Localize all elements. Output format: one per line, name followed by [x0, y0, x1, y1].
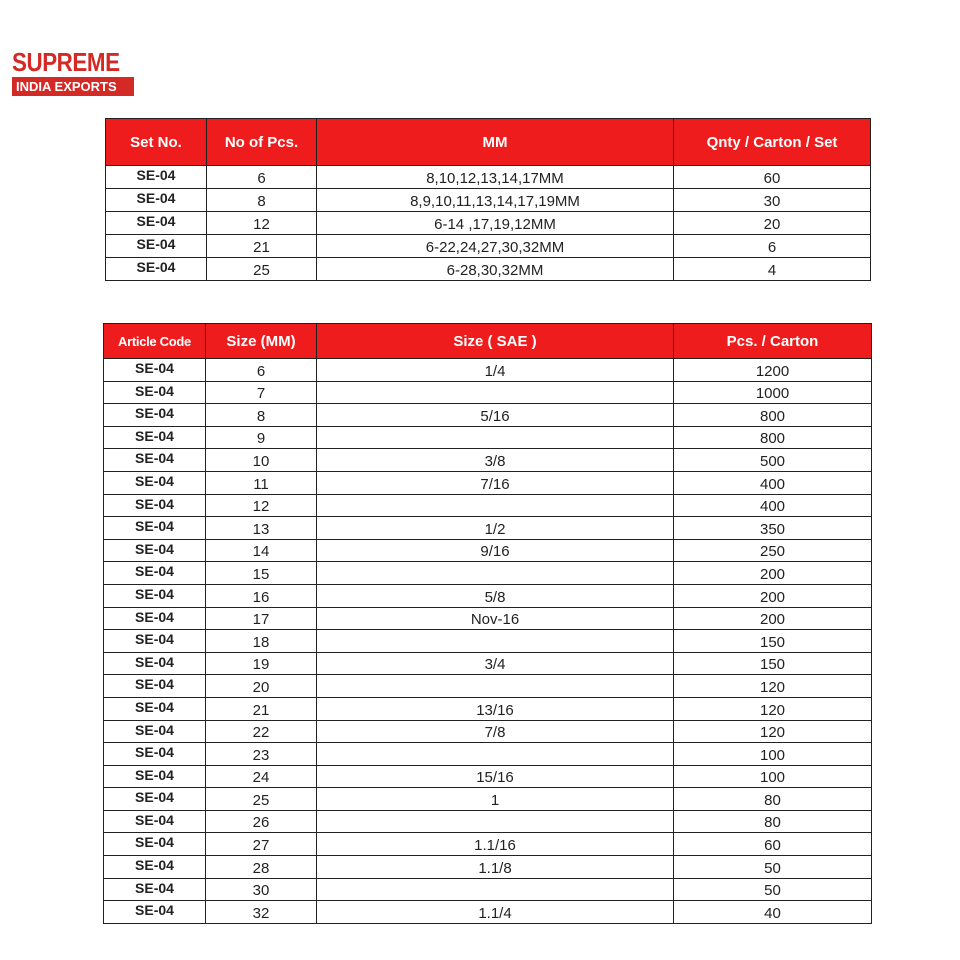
qnty-cell: 30	[674, 189, 871, 212]
header-size-mm: Size (MM)	[206, 324, 317, 359]
article-code-cell: SE-04	[104, 878, 206, 901]
set-no-cell: SE-04	[106, 166, 207, 189]
size-mm-cell: 14	[206, 539, 317, 562]
pcs-carton-cell: 200	[674, 562, 872, 585]
pcs-carton-cell: 1200	[674, 359, 872, 382]
size-sae-cell	[317, 675, 674, 698]
pcs-carton-cell: 40	[674, 901, 872, 924]
pcs-carton-cell: 50	[674, 856, 872, 879]
size-mm-cell: 17	[206, 607, 317, 630]
article-code-cell: SE-04	[104, 449, 206, 472]
table-row	[104, 359, 872, 382]
pcs-carton-cell: 100	[674, 765, 872, 788]
article-code-cell: SE-04	[104, 810, 206, 833]
sets-table-header	[106, 119, 871, 166]
table-row	[104, 720, 872, 743]
size-sae-cell: 1/2	[317, 517, 674, 540]
size-sae-cell	[317, 381, 674, 404]
table-row	[104, 404, 872, 427]
no-of-pcs-cell: 25	[207, 258, 317, 281]
size-sae-cell: 5/8	[317, 584, 674, 607]
size-mm-cell: 21	[206, 697, 317, 720]
qnty-cell: 6	[674, 235, 871, 258]
logo-title: SUPREME	[12, 47, 120, 77]
table-row	[104, 652, 872, 675]
size-sae-cell	[317, 562, 674, 585]
table-row	[104, 788, 872, 811]
pcs-carton-cell: 800	[674, 404, 872, 427]
size-mm-cell: 28	[206, 856, 317, 879]
size-mm-cell: 32	[206, 901, 317, 924]
logo-subtitle: INDIA EXPORTS	[12, 77, 134, 96]
set-no-cell: SE-04	[106, 235, 207, 258]
pcs-carton-cell: 800	[674, 426, 872, 449]
table-row	[106, 166, 871, 189]
articles-table-header	[104, 324, 872, 359]
table-row	[104, 607, 872, 630]
table-row	[106, 235, 871, 258]
size-mm-cell: 24	[206, 765, 317, 788]
article-code-cell: SE-04	[104, 359, 206, 382]
no-of-pcs-cell: 21	[207, 235, 317, 258]
size-sae-cell: 15/16	[317, 765, 674, 788]
size-sae-cell: 1	[317, 788, 674, 811]
table-row	[104, 562, 872, 585]
header-pcs-carton: Pcs. / Carton	[674, 324, 872, 359]
size-sae-cell: 7/16	[317, 471, 674, 494]
size-sae-cell	[317, 878, 674, 901]
table-row	[104, 517, 872, 540]
size-sae-cell: 1.1/4	[317, 901, 674, 924]
table-row	[104, 449, 872, 472]
size-sae-cell	[317, 630, 674, 653]
article-code-cell: SE-04	[104, 743, 206, 766]
size-sae-cell: 1.1/8	[317, 856, 674, 879]
qnty-cell: 60	[674, 166, 871, 189]
table-row	[104, 426, 872, 449]
mm-cell: 8,10,12,13,14,17MM	[317, 166, 674, 189]
size-sae-cell: 13/16	[317, 697, 674, 720]
size-mm-cell: 10	[206, 449, 317, 472]
size-mm-cell: 26	[206, 810, 317, 833]
pcs-carton-cell: 500	[674, 449, 872, 472]
pcs-carton-cell: 120	[674, 720, 872, 743]
size-sae-cell	[317, 494, 674, 517]
size-mm-cell: 12	[206, 494, 317, 517]
pcs-carton-cell: 150	[674, 630, 872, 653]
pcs-carton-cell: 50	[674, 878, 872, 901]
article-code-cell: SE-04	[104, 720, 206, 743]
table-row	[104, 878, 872, 901]
size-sae-cell	[317, 810, 674, 833]
table-row	[106, 258, 871, 281]
article-code-cell: SE-04	[104, 584, 206, 607]
article-code-cell: SE-04	[104, 697, 206, 720]
size-mm-cell: 8	[206, 404, 317, 427]
pcs-carton-cell: 200	[674, 607, 872, 630]
article-code-cell: SE-04	[104, 901, 206, 924]
pcs-carton-cell: 1000	[674, 381, 872, 404]
table-row	[104, 675, 872, 698]
pcs-carton-cell: 350	[674, 517, 872, 540]
size-sae-cell: 1.1/16	[317, 833, 674, 856]
mm-cell: 6-28,30,32MM	[317, 258, 674, 281]
size-sae-cell	[317, 743, 674, 766]
size-sae-cell: Nov-16	[317, 607, 674, 630]
size-mm-cell: 20	[206, 675, 317, 698]
pcs-carton-cell: 120	[674, 675, 872, 698]
set-no-cell: SE-04	[106, 212, 207, 235]
table-row	[106, 212, 871, 235]
size-mm-cell: 15	[206, 562, 317, 585]
table-row	[104, 630, 872, 653]
pcs-carton-cell: 400	[674, 471, 872, 494]
articles-table	[103, 323, 872, 924]
size-sae-cell: 3/8	[317, 449, 674, 472]
article-code-cell: SE-04	[104, 607, 206, 630]
article-code-cell: SE-04	[104, 381, 206, 404]
qnty-cell: 20	[674, 212, 871, 235]
size-mm-cell: 22	[206, 720, 317, 743]
pcs-carton-cell: 60	[674, 833, 872, 856]
article-code-cell: SE-04	[104, 856, 206, 879]
article-code-cell: SE-04	[104, 471, 206, 494]
size-sae-cell: 9/16	[317, 539, 674, 562]
pcs-carton-cell: 80	[674, 788, 872, 811]
article-code-cell: SE-04	[104, 404, 206, 427]
size-mm-cell: 16	[206, 584, 317, 607]
size-mm-cell: 9	[206, 426, 317, 449]
pcs-carton-cell: 100	[674, 743, 872, 766]
size-sae-cell: 5/16	[317, 404, 674, 427]
header-set-no: Set No.	[106, 119, 207, 166]
table-row	[104, 381, 872, 404]
article-code-cell: SE-04	[104, 788, 206, 811]
pcs-carton-cell: 250	[674, 539, 872, 562]
size-mm-cell: 23	[206, 743, 317, 766]
article-code-cell: SE-04	[104, 562, 206, 585]
mm-cell: 6-22,24,27,30,32MM	[317, 235, 674, 258]
table-row	[104, 856, 872, 879]
mm-cell: 8,9,10,11,13,14,17,19MM	[317, 189, 674, 212]
size-sae-cell: 1/4	[317, 359, 674, 382]
article-code-cell: SE-04	[104, 494, 206, 517]
table-row	[104, 494, 872, 517]
table-row	[104, 743, 872, 766]
article-code-cell: SE-04	[104, 833, 206, 856]
table-row	[104, 584, 872, 607]
article-code-cell: SE-04	[104, 675, 206, 698]
header-no-of-pcs: No of Pcs.	[207, 119, 317, 166]
size-mm-cell: 13	[206, 517, 317, 540]
set-no-cell: SE-04	[106, 189, 207, 212]
size-mm-cell: 30	[206, 878, 317, 901]
company-logo	[12, 48, 134, 96]
size-mm-cell: 11	[206, 471, 317, 494]
no-of-pcs-cell: 6	[207, 166, 317, 189]
pcs-carton-cell: 120	[674, 697, 872, 720]
article-code-cell: SE-04	[104, 539, 206, 562]
mm-cell: 6-14 ,17,19,12MM	[317, 212, 674, 235]
table-row	[104, 810, 872, 833]
size-mm-cell: 18	[206, 630, 317, 653]
size-mm-cell: 25	[206, 788, 317, 811]
sets-table	[105, 118, 871, 281]
article-code-cell: SE-04	[104, 652, 206, 675]
table-row	[104, 765, 872, 788]
article-code-cell: SE-04	[104, 517, 206, 540]
qnty-cell: 4	[674, 258, 871, 281]
header-size-sae: Size ( SAE )	[317, 324, 674, 359]
size-mm-cell: 7	[206, 381, 317, 404]
size-mm-cell: 27	[206, 833, 317, 856]
table-row	[104, 833, 872, 856]
table-row	[104, 901, 872, 924]
pcs-carton-cell: 80	[674, 810, 872, 833]
table-row	[104, 697, 872, 720]
table-row	[104, 471, 872, 494]
header-article-code: Article Code	[104, 324, 206, 359]
pcs-carton-cell: 150	[674, 652, 872, 675]
table-row	[104, 539, 872, 562]
pcs-carton-cell: 400	[674, 494, 872, 517]
size-sae-cell: 3/4	[317, 652, 674, 675]
pcs-carton-cell: 200	[674, 584, 872, 607]
size-mm-cell: 6	[206, 359, 317, 382]
size-sae-cell: 7/8	[317, 720, 674, 743]
no-of-pcs-cell: 12	[207, 212, 317, 235]
header-qnty-carton-set: Qnty / Carton / Set	[674, 119, 871, 166]
size-mm-cell: 19	[206, 652, 317, 675]
size-sae-cell	[317, 426, 674, 449]
article-code-cell: SE-04	[104, 426, 206, 449]
table-row	[106, 189, 871, 212]
set-no-cell: SE-04	[106, 258, 207, 281]
no-of-pcs-cell: 8	[207, 189, 317, 212]
article-code-cell: SE-04	[104, 630, 206, 653]
header-mm: MM	[317, 119, 674, 166]
article-code-cell: SE-04	[104, 765, 206, 788]
